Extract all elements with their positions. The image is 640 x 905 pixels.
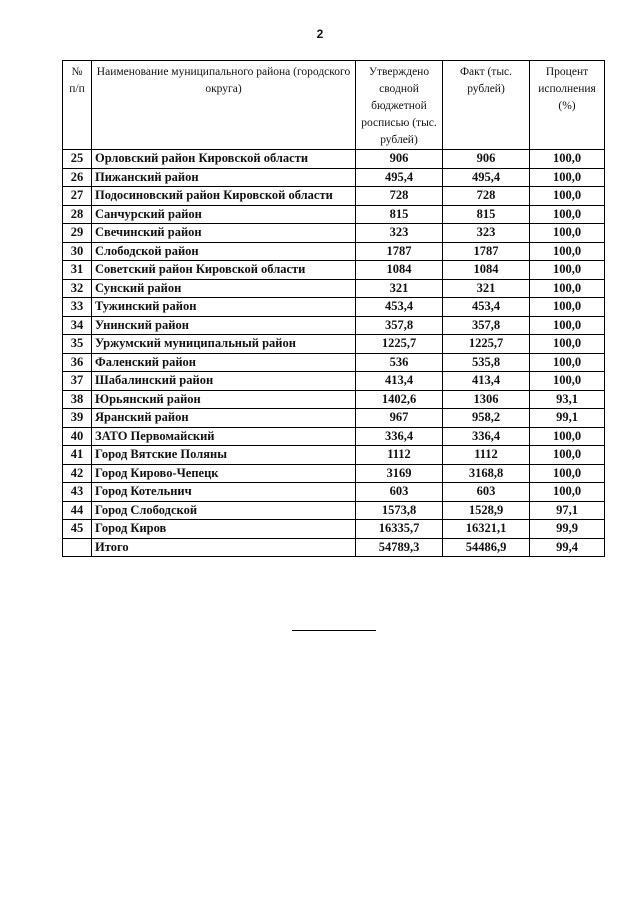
table-row: [63, 390, 605, 409]
row-approved-budget: 495,4: [356, 168, 443, 187]
row-number: 29: [63, 224, 92, 243]
row-number: 32: [63, 279, 92, 298]
row-number: 43: [63, 483, 92, 502]
row-execution-percent: 100,0: [530, 316, 605, 335]
row-execution-percent: 100,0: [530, 168, 605, 187]
row-number: [63, 538, 92, 557]
row-execution-percent: 100,0: [530, 150, 605, 169]
row-municipality-name: Город Кирово-Чепецк: [92, 464, 356, 483]
row-execution-percent: 100,0: [530, 483, 605, 502]
row-number: 36: [63, 353, 92, 372]
row-fact: 357,8: [443, 316, 530, 335]
row-approved-budget: 1402,6: [356, 390, 443, 409]
row-municipality-name: Унинский район: [92, 316, 356, 335]
row-fact: 16321,1: [443, 520, 530, 539]
row-municipality-name: Подосиновский район Кировской области: [92, 187, 356, 206]
table-row: [63, 353, 605, 372]
row-number: 31: [63, 261, 92, 280]
table-row: [63, 464, 605, 483]
row-approved-budget: 536: [356, 353, 443, 372]
row-fact: 413,4: [443, 372, 530, 391]
row-number: 37: [63, 372, 92, 391]
row-execution-percent: 100,0: [530, 224, 605, 243]
row-municipality-name: ЗАТО Первомайский: [92, 427, 356, 446]
row-execution-percent: 100,0: [530, 205, 605, 224]
row-fact: 54486,9: [443, 538, 530, 557]
row-execution-percent: 100,0: [530, 261, 605, 280]
table-row: [63, 205, 605, 224]
row-execution-percent: 100,0: [530, 353, 605, 372]
header-municipality-name: Наименование муниципального района (городского округа): [92, 61, 356, 150]
row-number: 45: [63, 520, 92, 539]
row-execution-percent: 97,1: [530, 501, 605, 520]
row-number: 38: [63, 390, 92, 409]
row-municipality-name: Город Киров: [92, 520, 356, 539]
row-municipality-name: Сунский район: [92, 279, 356, 298]
row-approved-budget: 815: [356, 205, 443, 224]
row-approved-budget: 336,4: [356, 427, 443, 446]
row-municipality-name: Город Котельнич: [92, 483, 356, 502]
row-municipality-name: Санчурский район: [92, 205, 356, 224]
header-execution-percent: Процент исполнения (%): [530, 61, 605, 150]
row-fact: 336,4: [443, 427, 530, 446]
row-municipality-name: Город Вятские Поляны: [92, 446, 356, 465]
row-municipality-name: Тужинский район: [92, 298, 356, 317]
row-execution-percent: 100,0: [530, 335, 605, 354]
row-approved-budget: 603: [356, 483, 443, 502]
row-municipality-name: Пижанский район: [92, 168, 356, 187]
row-fact: 603: [443, 483, 530, 502]
table-row: [63, 298, 605, 317]
row-execution-percent: 100,0: [530, 279, 605, 298]
row-fact: 1084: [443, 261, 530, 280]
table-row: [63, 483, 605, 502]
row-approved-budget: 321: [356, 279, 443, 298]
row-fact: 958,2: [443, 409, 530, 428]
table-row: [63, 261, 605, 280]
row-fact: 1306: [443, 390, 530, 409]
row-number: 40: [63, 427, 92, 446]
row-execution-percent: 100,0: [530, 242, 605, 261]
budget-execution-table: [62, 60, 605, 557]
row-approved-budget: 357,8: [356, 316, 443, 335]
row-approved-budget: 1084: [356, 261, 443, 280]
row-fact: 1787: [443, 242, 530, 261]
row-approved-budget: 967: [356, 409, 443, 428]
table-row: [63, 372, 605, 391]
row-approved-budget: 728: [356, 187, 443, 206]
row-number: 34: [63, 316, 92, 335]
row-number: 41: [63, 446, 92, 465]
row-execution-percent: 100,0: [530, 464, 605, 483]
row-number: 28: [63, 205, 92, 224]
row-execution-percent: 99,4: [530, 538, 605, 557]
row-number: 39: [63, 409, 92, 428]
row-number: 25: [63, 150, 92, 169]
table-header-row: [63, 61, 605, 150]
row-fact: 906: [443, 150, 530, 169]
row-number: 27: [63, 187, 92, 206]
header-fact: Факт (тыс. рублей): [443, 61, 530, 150]
row-approved-budget: 1573,8: [356, 501, 443, 520]
row-fact: 323: [443, 224, 530, 243]
table-row: [63, 427, 605, 446]
row-fact: 1225,7: [443, 335, 530, 354]
row-approved-budget: 323: [356, 224, 443, 243]
row-municipality-name: Слободской район: [92, 242, 356, 261]
row-fact: 3168,8: [443, 464, 530, 483]
row-fact: 1112: [443, 446, 530, 465]
row-municipality-name: Шабалинский район: [92, 372, 356, 391]
table-row: [63, 168, 605, 187]
row-approved-budget: 1112: [356, 446, 443, 465]
row-municipality-name: Юрьянский район: [92, 390, 356, 409]
row-approved-budget: 906: [356, 150, 443, 169]
row-approved-budget: 16335,7: [356, 520, 443, 539]
row-municipality-name: Фаленский район: [92, 353, 356, 372]
table-row: [63, 446, 605, 465]
table-row: [63, 501, 605, 520]
table-row: [63, 242, 605, 261]
row-number: 33: [63, 298, 92, 317]
row-approved-budget: 3169: [356, 464, 443, 483]
row-approved-budget: 1225,7: [356, 335, 443, 354]
row-municipality-name: Яранский район: [92, 409, 356, 428]
page-number: 2: [316, 27, 324, 41]
table-row: [63, 520, 605, 539]
row-execution-percent: 100,0: [530, 298, 605, 317]
row-execution-percent: 99,9: [530, 520, 605, 539]
row-approved-budget: 413,4: [356, 372, 443, 391]
table-row: [63, 187, 605, 206]
row-municipality-name: Итого: [92, 538, 356, 557]
row-number: 42: [63, 464, 92, 483]
table-body: [63, 150, 605, 557]
row-approved-budget: 453,4: [356, 298, 443, 317]
row-fact: 321: [443, 279, 530, 298]
row-municipality-name: Советский район Кировской области: [92, 261, 356, 280]
table-total-row: [63, 538, 605, 557]
row-execution-percent: 100,0: [530, 372, 605, 391]
table-row: [63, 150, 605, 169]
table-row: [63, 316, 605, 335]
table-row: [63, 279, 605, 298]
row-fact: 1528,9: [443, 501, 530, 520]
row-execution-percent: 100,0: [530, 187, 605, 206]
row-fact: 535,8: [443, 353, 530, 372]
row-fact: 453,4: [443, 298, 530, 317]
row-municipality-name: Уржумский муниципальный район: [92, 335, 356, 354]
row-number: 30: [63, 242, 92, 261]
closing-rule: [292, 630, 376, 631]
table-row: [63, 335, 605, 354]
row-fact: 815: [443, 205, 530, 224]
header-number: № п/п: [63, 61, 92, 150]
row-municipality-name: Город Слободской: [92, 501, 356, 520]
row-execution-percent: 100,0: [530, 427, 605, 446]
table-row: [63, 409, 605, 428]
row-fact: 495,4: [443, 168, 530, 187]
table-row: [63, 224, 605, 243]
row-number: 44: [63, 501, 92, 520]
row-number: 35: [63, 335, 92, 354]
row-approved-budget: 1787: [356, 242, 443, 261]
row-execution-percent: 93,1: [530, 390, 605, 409]
row-municipality-name: Свечинский район: [92, 224, 356, 243]
row-approved-budget: 54789,3: [356, 538, 443, 557]
row-fact: 728: [443, 187, 530, 206]
row-municipality-name: Орловский район Кировской области: [92, 150, 356, 169]
header-approved-budget: Утверждено сводной бюджетной росписью (тыс. рублей): [356, 61, 443, 150]
row-number: 26: [63, 168, 92, 187]
row-execution-percent: 100,0: [530, 446, 605, 465]
row-execution-percent: 99,1: [530, 409, 605, 428]
